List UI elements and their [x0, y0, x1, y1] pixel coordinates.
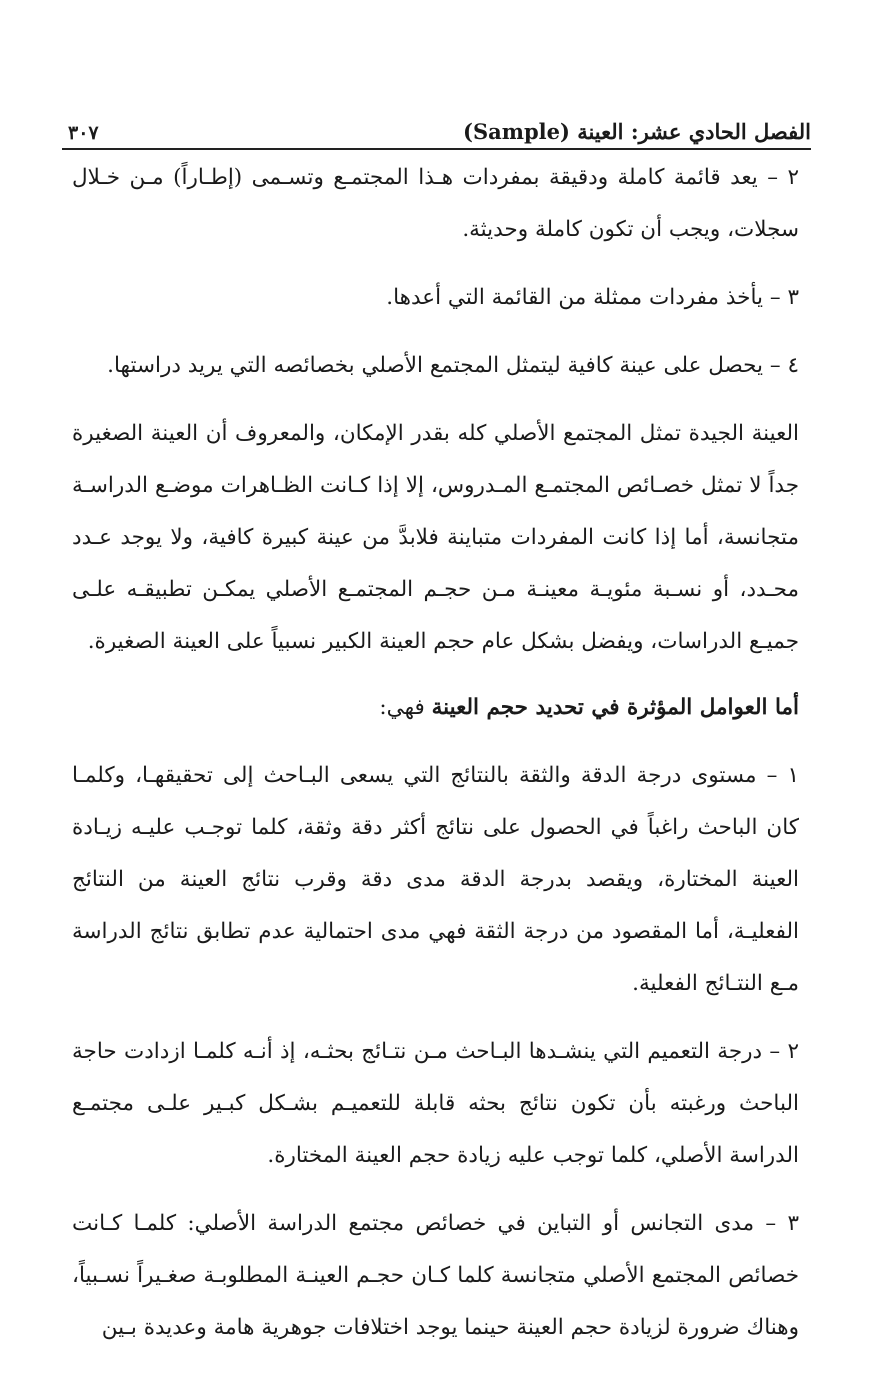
- page-body: [72, 152, 799, 1354]
- factor-item: ١ – مستوى درجة الدقة والثقة بالنتائج التي يسعى البـاحث إلى تحقيقهـا، وكلمـا كان الباحث راغباً في الحصول على نتائج أكثر دقة وثقة، كلما توجـب عليـه زيـادة العينة المختارة، ويقصد بدرجة الدقة مدى دقة وقرب نتائج العينة من النتائج الفعليـة، أما المقصود من درجة الثقة فهي مدى احتمالية عدم تطابق نتائج الدراسة مـع النتـائج الفعلية.: [72, 763, 799, 996]
- factor-item: ٢ – درجة التعميم التي ينشـدها البـاحث مـن نتـائج بحثـه، إذ أنـه كلمـا ازدادت حاجة الباحث ورغبته بأن تكون نتائج بحثه قابلة للتعميـم بشـكل كبـير علـى مجتمـع الدراسة الأصلي، كلما توجب عليه زيادة حجم العينة المختارة.: [72, 1039, 799, 1168]
- factors-heading-bold: أما العوامل المؤثرة في تحديد حجم العينة: [431, 695, 799, 720]
- page-number: ٣٠٧: [68, 122, 99, 144]
- header-rule: [62, 148, 811, 150]
- factor-item: ٣ – مدى التجانس أو التباين في خصائص مجتمع الدراسة الأصلي: كلمـا كـانت خصائص المجتمع الأصلي متجانسة كلما كـان حجـم العينـة المطلوبـة صغـيراً نسـبياً، وهناك ضرورة لزيادة حجم العينة حينما يوجد اختلافات جوهرية هامة وعديدة بـين: [72, 1211, 799, 1340]
- step-item: ٤ – يحصل على عينة كافية ليتمثل المجتمع الأصلي بخصائصه التي يريد دراستها.: [107, 353, 799, 378]
- step-item: ٣ – يأخذ مفردات ممثلة من القائمة التي أعدها.: [386, 285, 799, 310]
- running-header: [68, 104, 811, 144]
- body-paragraph: العينة الجيدة تمثل المجتمع الأصلي كله بقدر الإمكان، والمعروف أن العينة الصغيرة جداً لا تمثل خصـائص المجتمـع المـدروس، إلا إذا كـانت الظـاهرات موضـع الدراسـة متجانسة، أما إذا كانت المفردات متباينة فلابدَّ من عينة كبيرة كافية، ولا يوجد عـدد محـدد، أو نسـبة مئويـة معينـة مـن حجـم المجتمـع الأصلي يمكـن تطبيقـه علـى جميـع الدراسات، ويفضل بشكل عام حجم العينة الكبير نسبياً على العينة الصغيرة.: [72, 421, 799, 654]
- step-item: ٢ – يعد قائمة كاملة ودقيقة بمفردات هـذا المجتمـع وتسـمى (إطـاراً) مـن خـلال سجلات، ويجب أن تكون كاملة وحديثة.: [72, 165, 799, 242]
- factors-heading: [72, 682, 799, 734]
- factors-heading-rest: فهي:: [379, 695, 432, 720]
- chapter-title: الفصل الحادي عشر: العينة (Sample): [463, 119, 811, 144]
